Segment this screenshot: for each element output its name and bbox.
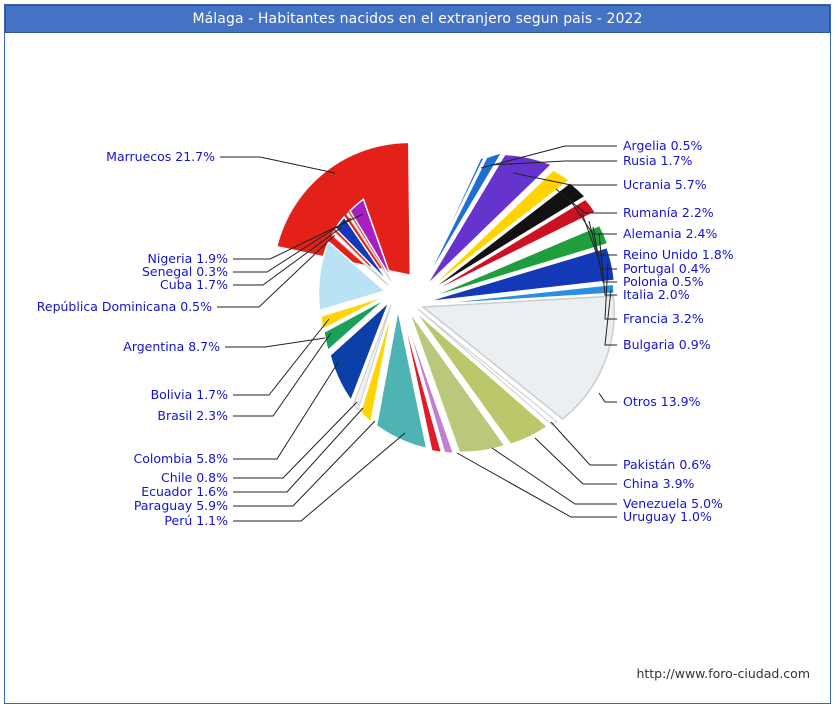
leader-colombia [233, 361, 339, 459]
leader-peru [233, 433, 405, 521]
leader-uruguay [457, 453, 617, 517]
label-rumania: Rumanía 2.2% [623, 205, 714, 220]
label-colombia: Colombia 5.8% [133, 451, 228, 466]
label-cuba: Cuba 1.7% [160, 277, 228, 292]
label-otros: Otros 13.9% [623, 394, 701, 409]
leader-chile [233, 402, 357, 478]
label-pakistan: Pakistán 0.6% [623, 457, 712, 472]
label-francia: Francia 3.2% [623, 311, 704, 326]
leader-brasil [233, 333, 331, 416]
label-bolivia: Bolivia 1.7% [150, 387, 228, 402]
label-rusia: Rusia 1.7% [623, 153, 693, 168]
left-labels [37, 149, 228, 528]
leader-pakistan [551, 422, 617, 465]
label-brasil: Brasil 2.3% [157, 408, 228, 423]
label-portugal: Portugal 0.4% [623, 261, 711, 276]
label-alemania: Alemania 2.4% [623, 226, 718, 241]
label-republica-dominicana: República Dominicana 0.5% [36, 299, 212, 314]
label-ecuador: Ecuador 1.6% [141, 484, 228, 499]
label-argentina: Argentina 8.7% [123, 339, 220, 354]
right-labels [623, 138, 734, 524]
label-uruguay: Uruguay 1.0% [623, 509, 712, 524]
label-ucrania: Ucrania 5.7% [623, 177, 707, 192]
label-china: China 3.9% [623, 476, 695, 491]
label-paraguay: Paraguay 5.9% [133, 498, 228, 513]
source-credit: http://www.foro-ciudad.com [636, 666, 810, 681]
chart-title-bar [5, 5, 830, 33]
pie-chart [5, 33, 830, 703]
label-italia: Italia 2.0% [623, 287, 690, 302]
leader-paraguay [233, 421, 375, 506]
leader-marruecos [220, 157, 335, 173]
plot-area [5, 33, 830, 703]
leader-ecuador [233, 408, 363, 492]
label-peru: Perú 1.1% [164, 513, 228, 528]
page-title: Málaga - Habitantes nacidos en el extranjero segun pais - 2022 [192, 11, 643, 27]
label-marruecos: Marruecos 21.7% [106, 149, 215, 164]
leader-china [535, 438, 617, 484]
label-venezuela: Venezuela 5.0% [623, 496, 723, 511]
label-polonia: Polonia 0.5% [623, 274, 704, 289]
pie-slices [276, 142, 614, 453]
label-chile: Chile 0.8% [160, 470, 228, 485]
label-reino-unido: Reino Unido 1.8% [623, 247, 734, 262]
label-senegal: Senegal 0.3% [141, 264, 228, 279]
label-bulgaria: Bulgaria 0.9% [623, 337, 711, 352]
label-argelia: Argelia 0.5% [623, 138, 703, 153]
label-nigeria: Nigeria 1.9% [147, 251, 228, 266]
leader-otros [599, 393, 617, 402]
